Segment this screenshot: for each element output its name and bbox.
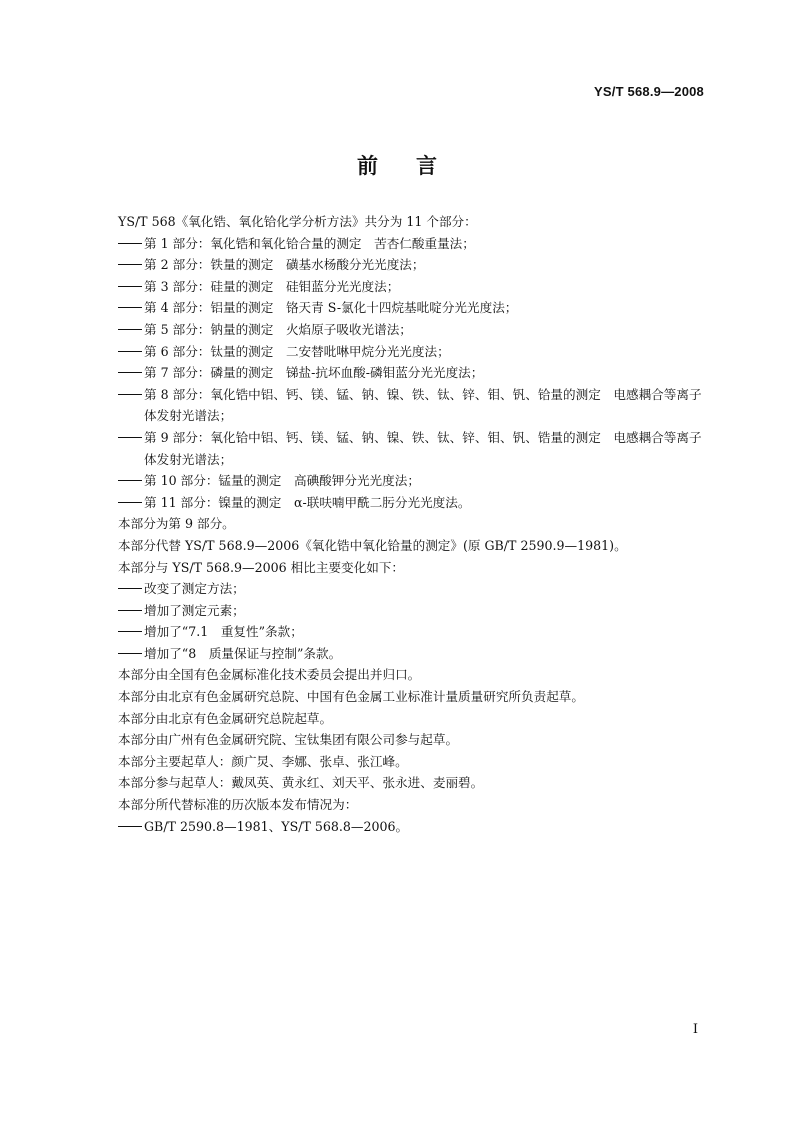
- change-item-1: [118, 578, 708, 600]
- part-text: 第 7 部分：磷量的测定 锑盐-抗坏血酸-磷钼蓝分光光度法；: [144, 365, 484, 381]
- dash-mark: [118, 394, 142, 395]
- part-text: 第 6 部分：钛量的测定 二安替吡啉甲烷分光光度法；: [144, 343, 450, 359]
- part-text: 第 9 部分：氧化铪中铝、钙、镁、锰、钠、镍、铁、钛、锌、钼、钒、锆量的测定 电感耦合等离子体发射光谱法；: [144, 429, 702, 467]
- replaces-line: 本部分代替 YS/T 568.9—2006《氧化锆中氧化铪量的测定》(原 GB/T 2590.9—1981)。: [118, 537, 627, 553]
- change-item-3: [118, 621, 708, 643]
- part-text: 第 1 部分：氧化锆和氧化铪合量的测定 苦杏仁酸重量法；: [144, 235, 475, 251]
- dash-mark: [118, 826, 142, 827]
- dash-mark: [118, 307, 142, 308]
- dash-mark: [118, 653, 142, 654]
- dash-mark: [118, 372, 142, 373]
- part-text: 第 3 部分：硅量的测定 硅钼蓝分光光度法；: [144, 278, 400, 294]
- part-item-3: [118, 276, 708, 298]
- change-item-4: [118, 643, 708, 665]
- dash-mark: [118, 351, 142, 352]
- dash-mark: [118, 286, 142, 287]
- part-text: 第 11 部分：镍量的测定 α-联呋喃甲酰二肟分光光度法。: [144, 494, 471, 510]
- part-item-6: [118, 341, 708, 363]
- change-text: 改变了测定方法；: [144, 581, 245, 597]
- this-part-line: 本部分为第 9 部分。: [118, 516, 235, 532]
- part-item-10: [118, 470, 708, 492]
- dash-mark: [118, 264, 142, 265]
- history-text: GB/T 2590.8—1981、YS/T 568.8—2006。: [144, 818, 409, 834]
- info-line-1: 本部分由全国有色金属标准化技术委员会提出并归口。: [118, 667, 421, 683]
- part-item-11: [118, 492, 708, 514]
- dash-mark: [118, 437, 142, 438]
- dash-mark: [118, 631, 142, 632]
- dash-mark: [118, 502, 142, 503]
- info-line-5: 本部分主要起草人：颜广炅、李娜、张卓、张江峰。: [118, 753, 408, 769]
- part-text: 第 10 部分：锰量的测定 高碘酸钾分光光度法；: [144, 473, 420, 489]
- part-item-5: [118, 319, 708, 341]
- change-text: 增加了“7.1 重复性”条款；: [144, 624, 303, 640]
- part-text: 第 2 部分：铁量的测定 磺基水杨酸分光光度法；: [144, 257, 425, 273]
- changes-intro-line: 本部分与 YS/T 568.9—2006 相比主要变化如下：: [118, 559, 405, 575]
- standard-code: YS/T 568.9—2008: [594, 84, 704, 99]
- dash-mark: [118, 588, 142, 589]
- part-item-2: [118, 254, 708, 276]
- change-text: 增加了“8 质量保证与控制”条款。: [144, 645, 342, 661]
- part-item-4: [118, 297, 708, 319]
- dash-mark: [118, 610, 142, 611]
- page-title: 前言: [357, 154, 475, 178]
- info-line-6: 本部分参与起草人：戴凤英、黄永红、刘天平、张永进、麦丽碧。: [118, 775, 484, 791]
- part-item-1: [118, 233, 708, 255]
- dash-mark: [118, 243, 142, 244]
- part-text: 第 5 部分：钠量的测定 火焰原子吸收光谱法；: [144, 321, 412, 337]
- dash-mark: [118, 329, 142, 330]
- info-line-7: 本部分所代替标准的历次版本发布情况为：: [118, 797, 358, 813]
- intro-line: YS/T 568《氧化锆、氧化铪化学分析方法》共分为 11 个部分：: [118, 214, 477, 229]
- change-text: 增加了测定元素；: [144, 602, 245, 618]
- info-line-3: 本部分由北京有色金属研究总院起草。: [118, 710, 333, 726]
- page-number: I: [692, 1022, 698, 1037]
- part-item-7: [118, 362, 708, 384]
- preface-body: [118, 211, 708, 837]
- part-text: 第 8 部分：氧化锆中铝、钙、镁、锰、钠、镍、铁、钛、锌、钼、钒、铪量的测定 电感耦合等离子体发射光谱法；: [144, 386, 702, 424]
- info-line-2: 本部分由北京有色金属研究总院、中国有色金属工业标准计量质量研究所负责起草。: [118, 689, 584, 705]
- part-item-8: [118, 384, 708, 427]
- change-item-2: [118, 600, 708, 622]
- part-item-9: [118, 427, 708, 470]
- dash-mark: [118, 480, 142, 481]
- history-item: [118, 816, 708, 838]
- info-line-4: 本部分由广州有色金属研究院、宝钛集团有限公司参与起草。: [118, 732, 459, 748]
- part-text: 第 4 部分：铝量的测定 铬天青 S-氯化十四烷基吡啶分光光度法；: [144, 300, 518, 316]
